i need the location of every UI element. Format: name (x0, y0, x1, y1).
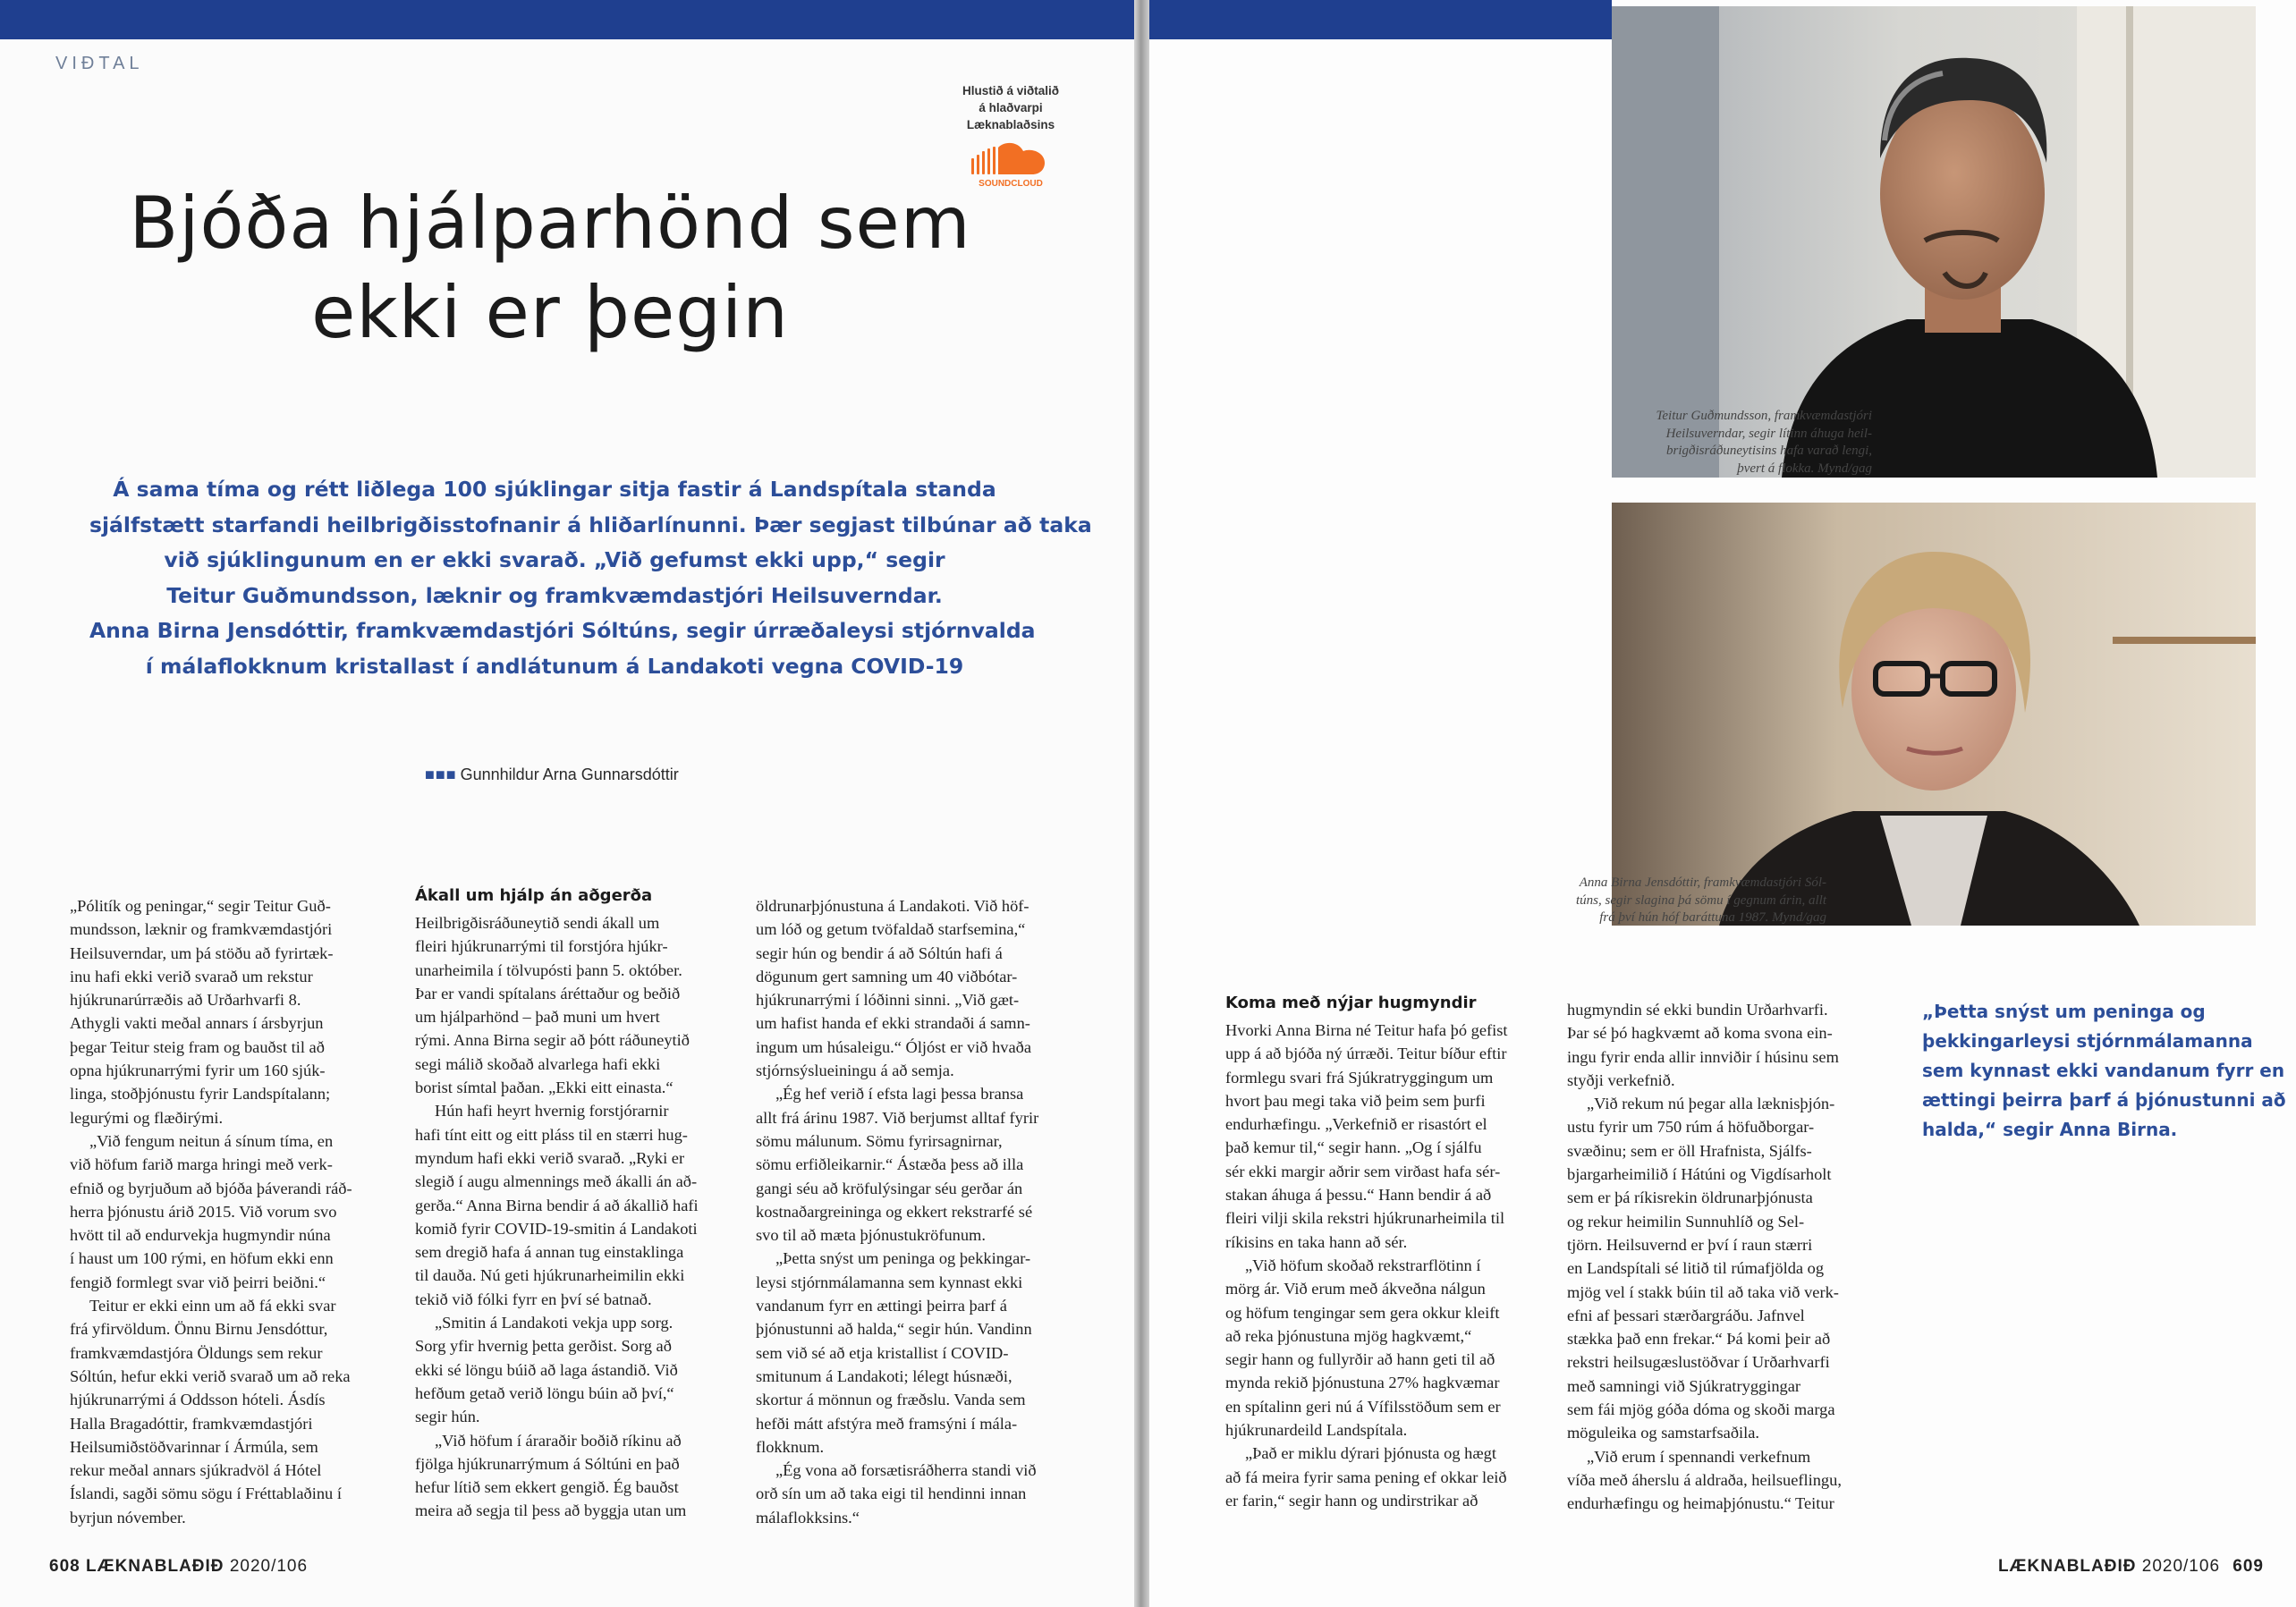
body-text-line: við höfum farið marga hringi með verk- (70, 1155, 333, 1174)
body-text-line: en Landspítali sé litið til rúmafjölda og (1567, 1259, 1825, 1278)
body-text-line: sem fái mjög góða dóma og skoði marga (1567, 1400, 1835, 1419)
soundcloud-logo-text: SOUNDCLOUD (979, 179, 1043, 189)
body-text-line: myndum hafi ekki verið svarað. „Ryki er (415, 1148, 685, 1167)
body-text-line: Heilbrigðisráðuneytið sendi ákall um (415, 914, 660, 932)
anna-birna-portrait-image (1612, 503, 2256, 926)
body-text-line: formlegu svari frá Sjúkratryggingum um (1225, 1068, 1494, 1087)
page-gutter (1134, 0, 1149, 1607)
headline (107, 179, 993, 358)
byline-squares: ■■■ (425, 765, 457, 783)
caption-line: frá því hún hóf baráttuna 1987. Mynd/gag (1599, 910, 1826, 925)
body-text-line: Heilsumiðstöðvarinnar í Ármúla, sem (70, 1437, 318, 1456)
body-text-line: það kemur til,“ segir hann. „Og í sjálfu (1225, 1138, 1482, 1157)
body-text-line: mundsson, læknir og framkvæmdastjóri (70, 920, 333, 939)
body-text-line: byrjun nóvember. (70, 1508, 186, 1527)
body-text-line: stakan áhuga á þessu.“ Hann bendir á að (1225, 1186, 1492, 1205)
body-text-line: möguleika og samstarfsaðila. (1567, 1424, 1760, 1442)
body-text-line: rými. Anna Birna segir að þótt ráðuneytið (415, 1031, 690, 1050)
lede-line: Á sama tíma og rétt liðlega 100 sjúklingar sitja fastir á Landspítala standa (113, 477, 996, 502)
body-text-line: Athygli vakti meðal annars í ársbyrjun (70, 1014, 324, 1033)
body-text-line: segir hún og bendir á að Sóltún hafi á (756, 943, 1003, 962)
body-text-line: til dauða. Nú geti hjúkrunarheimilin ekki (415, 1266, 685, 1285)
body-text-line: með samningi við Sjúkratryggingar (1567, 1376, 1801, 1395)
body-text-line: hjúkrunarúrræðis að Urðarhvarfi 8. (70, 991, 301, 1010)
body-text-line: Hún hafi heyrt hvernig forstjórarnir (435, 1102, 669, 1121)
page-number: 608 (49, 1557, 80, 1576)
caption-line: Heilsuverndar, segir lítinn áhuga heil- (1665, 426, 1872, 441)
headline-line: Bjóða hjálparhönd sem (129, 182, 971, 265)
journal-name: LÆKNABLAÐIÐ (85, 1557, 225, 1576)
body-text-line: meira að segja til þess að byggja utan um (415, 1501, 687, 1520)
body-text-line: mjög vel í stakk búin til að taka við verk- (1567, 1282, 1839, 1301)
body-text-line: tjörn. Heilsuvernd er því í raun stærri (1567, 1235, 1813, 1254)
body-text-line: ríkisins en taka hann að sér. (1225, 1232, 1408, 1251)
body-text-line: tekið við fólki fyrr en því sé batnað. (415, 1290, 652, 1308)
journal-name: LÆKNABLAÐIÐ (1997, 1557, 2137, 1576)
body-text-line: inu hafi ekki verið svarað um rekstur (70, 967, 313, 985)
body-text-line: segir hann og fullyrðir að hann geti til að (1225, 1350, 1495, 1369)
body-text-line: gerða.“ Anna Birna bendir á að ákallið hafi (415, 1196, 699, 1214)
photo-caption-teitur (1656, 408, 1872, 478)
podcast-line: á hlaðvarpi (979, 101, 1043, 114)
photo-anna-birna (1612, 503, 2256, 926)
body-text-line: sem við sé að etja kristallist í COVID- (756, 1343, 1009, 1362)
body-text-line: efnið og byrjuðum að bjóða þáverandi ráð- (70, 1179, 352, 1197)
teitur-portrait-image (1612, 6, 2256, 478)
body-text-line: hvött til að endurvekja hugmyndir núna (70, 1226, 331, 1245)
body-text-line: þjónustunni að halda,“ segir hún. Vandinn (756, 1320, 1032, 1339)
body-text-line: að reka þjónustuna mjög hagkvæmt,“ (1225, 1326, 1472, 1345)
body-text-line: stækka það enn frekar.“ Þá komi þeir að (1567, 1330, 1831, 1349)
body-text-line: „Smitin á Landakoti vekja upp sorg. (435, 1314, 674, 1332)
body-text-line: svo til að mæta þjónustukröfunum. (756, 1226, 986, 1245)
body-text-line: hugmyndin sé ekki bundin Urðarhvarfi. (1567, 1001, 1828, 1019)
body-column-3 (756, 894, 1038, 1529)
body-text-line: herra þjónustu árið 2015. Við vorum svo (70, 1202, 337, 1221)
caption-line: brigðisráðuneytisins hafa varað lengi, (1666, 444, 1872, 458)
body-text-line: sér ekki margir aðrir sem virðast hafa sér- (1225, 1162, 1501, 1180)
body-text-line: Þar sé þó hagkvæmt að koma svona ein- (1567, 1024, 1833, 1043)
body-column-2 (415, 883, 699, 1523)
body-text-line: upp á að bjóða ný úrræði. Teitur bíður eftir (1225, 1045, 1507, 1063)
folio-right (1998, 1557, 2264, 1577)
body-text-line: hefði mátt afstýra með framsýni í mála- (756, 1414, 1018, 1433)
podcast-promo[interactable] (932, 82, 1089, 189)
folio-left (49, 1557, 308, 1577)
top-accent-bar (0, 0, 1134, 39)
issue-number: 2020/106 (229, 1557, 309, 1576)
body-text-line: „Við höfum skoðað rekstrarflötinn í (1245, 1256, 1481, 1274)
body-text-line: hjúkrunardeild Landspítala. (1225, 1421, 1408, 1440)
body-column-2-text (415, 911, 699, 1523)
body-text-line: „Við fengum neitun á sínum tíma, en (89, 1131, 334, 1150)
body-column-5 (1567, 998, 1842, 1516)
lede-line: sjálfstætt starfandi heilbrigðisstofnanir á hliðarlínunni. Þær segjast tilbúnar að taka (89, 512, 1092, 537)
body-text-line: er farin,“ segir hann og undirstrikar að (1225, 1491, 1478, 1510)
body-text-line: borist símtal þaðan. „Ekki eitt einasta.“ (415, 1078, 674, 1097)
body-text-line: segi málið skoðað alvarlega hafi ekki (415, 1054, 661, 1073)
body-text-line: rekur meðal annars sjúkradvöl á Hótel (70, 1461, 322, 1480)
photo-teitur (1612, 6, 2256, 478)
pull-quote-line: þekkingarleysi stjórnmálamanna (1922, 1030, 2253, 1052)
body-text-line: í haust um 100 rými, en höfum ekki enn (70, 1249, 334, 1268)
subhead: Ákall um hjálp án aðgerða (415, 886, 653, 905)
body-text-line: framkvæmdastjóra Öldungs sem rekur (70, 1343, 323, 1362)
body-text-line: komið fyrir COVID-19-smitin á Landakoti (415, 1219, 698, 1238)
body-text-line: Halla Bragadóttir, framkvæmdastjóri (70, 1414, 313, 1433)
caption-line: þvert á flokka. Mynd/gag (1737, 461, 1872, 476)
photo-caption-anna-birna (1576, 875, 1826, 927)
body-text-line: smitunum á Landakoti; lélegt húsnæði, (756, 1366, 1012, 1385)
body-column-4-text (1225, 1019, 1508, 1512)
section-label: VIÐTAL (55, 54, 144, 73)
body-column-1 (70, 894, 352, 1529)
body-text-line: Þar er vandi spítalans áréttaður og beðið (415, 984, 681, 1002)
body-text-line: og höfum tengingar sem gera okkur kleift (1225, 1303, 1500, 1322)
body-text-line: segir hún. (415, 1408, 480, 1426)
body-text-line: sem dregið hafa á annan tug einstaklinga (415, 1243, 684, 1262)
body-text-line: ingu fyrir enda allir innviðir í húsinu sem (1567, 1047, 1839, 1066)
body-text-line: um hjálparhönd – það muni um hvert (415, 1008, 660, 1027)
body-text-line: hvort þau megi taka við þeim sem þurfi (1225, 1091, 1486, 1110)
body-text-line: ingum um húsaleigu.“ Óljóst er við hvaða (756, 1037, 1031, 1056)
body-text-line: Teitur er ekki einn um að fá ekki svar (89, 1297, 336, 1315)
body-text-line: allt frá árinu 1987. Við berjumst alltaf fyrir (756, 1108, 1039, 1127)
body-text-line: Heilsuverndar, um þá stöðu að fyrirtæk- (70, 943, 334, 962)
body-text-line: efni af þessari stærðargráðu. Jafnvel (1567, 1306, 1805, 1324)
body-text-line: öldrunarþjónustuna á Landakoti. Við höf- (756, 897, 1029, 915)
body-text-line: styðji verkefnið. (1567, 1070, 1675, 1089)
body-text-line: „Pólitík og peningar,“ segir Teitur Guð- (70, 897, 331, 915)
body-text-line: Sóltún, hefur ekki verið svarað um að reka (70, 1366, 351, 1385)
body-text-line: endurhæfingu og heimaþjónustu.“ Teitur (1567, 1494, 1834, 1513)
body-text-line: flokknum. (756, 1437, 825, 1456)
body-text-line: opna hjúkrunarrými fyrir um 160 sjúk- (70, 1061, 326, 1080)
body-text-line: „Við erum í spennandi verkefnum (1587, 1447, 1811, 1466)
body-text-line: að fá meira fyrir sama pening ef okkar leið (1225, 1467, 1507, 1486)
body-text-line: hjúkrunarrými í lóðinni sinni. „Við gæt- (756, 991, 1020, 1010)
body-text-line: svæðinu; sem er öll Hrafnista, Sjálfs- (1567, 1141, 1812, 1160)
body-text-line: fengið formlegt svar við þeirri beiðni.“ (70, 1273, 326, 1291)
body-text-line: þegar Teitur steig fram og bauðst til að (70, 1037, 325, 1056)
body-text-line: endurhæfingu. „Verkefnið er risastórt el (1225, 1115, 1487, 1134)
pull-quote-line: sem kynnast ekki vandanum fyrr en (1922, 1060, 2285, 1081)
top-accent-bar (1149, 0, 1612, 39)
caption-line: Anna Birna Jensdóttir, framkvæmdastjóri Sól- (1579, 875, 1826, 890)
body-text-line: „Það er miklu dýrari þjónusta og hægt (1245, 1444, 1496, 1463)
podcast-line: Læknablaðsins (966, 118, 1055, 131)
lede-line: við sjúklingunum en er ekki svarað. „Við gefumst ekki upp,“ segir (164, 547, 945, 572)
body-column-4 (1225, 990, 1508, 1512)
body-text-line: Sorg yfir hvernig þetta gerðist. Sorg að (415, 1337, 672, 1356)
body-text-line: kostnaðargreininga og ekkert rekstrarfé sé (756, 1202, 1033, 1221)
pull-quote-line: „Þetta snýst um peninga og (1922, 1001, 2206, 1022)
body-text-line: stjórnsýslueiningu á að semja. (756, 1061, 954, 1080)
body-text-line: „Ég hef verið í efsta lagi þessa bransa (775, 1085, 1024, 1104)
body-text-line: um lóð og getum tvöfaldað starfsemina,“ (756, 920, 1026, 939)
right-page (1149, 0, 2296, 1607)
body-text-line: víða með áherslu á aldraða, heilsueflingu, (1567, 1470, 1842, 1489)
body-text-line: hafi tínt eitt og eitt pláss til en stærri hug- (415, 1125, 688, 1144)
lede-line: í málaflokknum kristallast í andlátunum á Landakoti vegna COVID-19 (145, 653, 964, 679)
body-text-line: sömu málunum. Sömu fyrirsagnirnar, (756, 1131, 1003, 1150)
byline (425, 765, 679, 784)
body-text-line: „Ég vona að forsætisráðherra standi við (775, 1461, 1037, 1480)
body-text-line: bjargarheimilið í Hátúni og Vigdísarholt (1567, 1165, 1832, 1184)
body-text-line: orð sín um að taka eigi til hendinni innan (756, 1484, 1027, 1503)
body-text-line: ustu fyrir um 750 rúm á höfuðborgar- (1567, 1118, 1815, 1137)
podcast-line: Hlustið á viðtalið (962, 84, 1059, 97)
byline-author: Gunnhildur Arna Gunnarsdóttir (460, 765, 679, 783)
body-text-line: gangi séu að kröfulýsingar séu gerðar án (756, 1179, 1023, 1197)
body-text-line: fleiri vilji skila rekstri hjúkrunarheimila til (1225, 1209, 1505, 1228)
body-text-line: mörg ár. Við erum með ákveðna nálgun (1225, 1280, 1486, 1298)
page-number: 609 (2232, 1557, 2264, 1576)
lede-line: Anna Birna Jensdóttir, framkvæmdastjóri Sóltúns, segir úrræðaleysi stjórnvalda (89, 618, 1036, 643)
body-text-line: „Við rekum nú þegar alla læknisþjón- (1587, 1095, 1835, 1113)
pull-quote-line: halda,“ segir Anna Birna. (1922, 1119, 2178, 1140)
body-text-line: og rekur heimilin Sunnuhlíð og Sel- (1567, 1212, 1805, 1231)
body-text-line: Hvorki Anna Birna né Teitur hafa þó gefist (1225, 1021, 1508, 1039)
body-text-line: málaflokksins.“ (756, 1508, 860, 1527)
body-text-line: fleiri hjúkrunarrými til forstjóra hjúkr- (415, 937, 668, 956)
lede (89, 472, 1092, 684)
body-text-line: en spítalinn geri nú á Vífilsstöðum sem er (1225, 1397, 1501, 1416)
body-text-line: „Við höfum í áraraðir boðið ríkinu að (435, 1431, 682, 1450)
issue-number: 2020/106 (2141, 1557, 2221, 1576)
subhead: Koma með nýjar hugmyndir (1225, 994, 1477, 1012)
body-text-line: leysi stjórnmálamanna sem kynnast ekki (756, 1273, 1023, 1291)
body-text-line: slegið í augu almennings með ákalli án að- (415, 1172, 698, 1191)
body-text-line: vandanum fyrr en ættingi þeirra þarf á (756, 1297, 1007, 1315)
body-text-line: fjölga hjúkrunarrýmum á Sóltúni en það (415, 1454, 680, 1473)
body-text-line: unarheimila í tölvupósti þann 5. október. (415, 960, 682, 979)
left-page (0, 0, 1134, 1607)
body-text-line: frá yfirvöldum. Önnu Birnu Jensdóttur, (70, 1320, 328, 1339)
pull-quote-line: ættingi þeirra þarf á þjónustunni að (1922, 1089, 2286, 1111)
lede-line: Teitur Guðmundsson, læknir og framkvæmdastjóri Heilsuverndar. (166, 582, 943, 608)
caption-line: Teitur Guðmundsson, framkvæmdastjóri (1656, 409, 1872, 423)
body-text-line: hjúkrunarrými á Oddsson hóteli. Ásdís (70, 1391, 326, 1409)
body-text-line: legurými og flæðirými. (70, 1108, 224, 1127)
caption-line: túns, segir slagina þá sömu í gegnum árin, allt (1575, 892, 1826, 908)
body-text-line: dögunum gert samning um 40 viðbótar- (756, 967, 1018, 985)
body-text-line: rekstri heilsugæslustöðvar í Urðarhvarfi (1567, 1353, 1830, 1372)
body-text-line: hefur lítið sem ekkert gengið. Ég bauðst (415, 1478, 679, 1497)
body-text-line: sem er þá ríkisrekin öldrunarþjónusta (1567, 1188, 1813, 1207)
body-text-line: ekki sé löngu búið að laga ástandið. Við (415, 1360, 678, 1379)
body-text-line: linga, stoðþjónustu fyrir Landspítalann; (70, 1085, 331, 1104)
body-text-line: um hafist handa ef ekki strandaði á samn- (756, 1014, 1030, 1033)
body-text-line: hefðum getað verið löngu búin að því,“ (415, 1383, 674, 1402)
body-text-line: Íslandi, sagði sömu sögu í Fréttablaðinu í (70, 1484, 342, 1503)
body-text-line: mynda rekið þjónustuna 27% hagkvæmar (1225, 1374, 1500, 1392)
body-text-line: sömu erfiðleikarnir.“ Ástæða þess að illa (756, 1155, 1024, 1174)
body-text-line: skortur á mönnun og fræðslu. Vanda sem (756, 1391, 1026, 1409)
pull-quote (1922, 997, 2286, 1145)
body-text-line: „Þetta snýst um peninga og þekkingar- (775, 1249, 1031, 1268)
headline-line: ekki er þegin (311, 271, 789, 354)
